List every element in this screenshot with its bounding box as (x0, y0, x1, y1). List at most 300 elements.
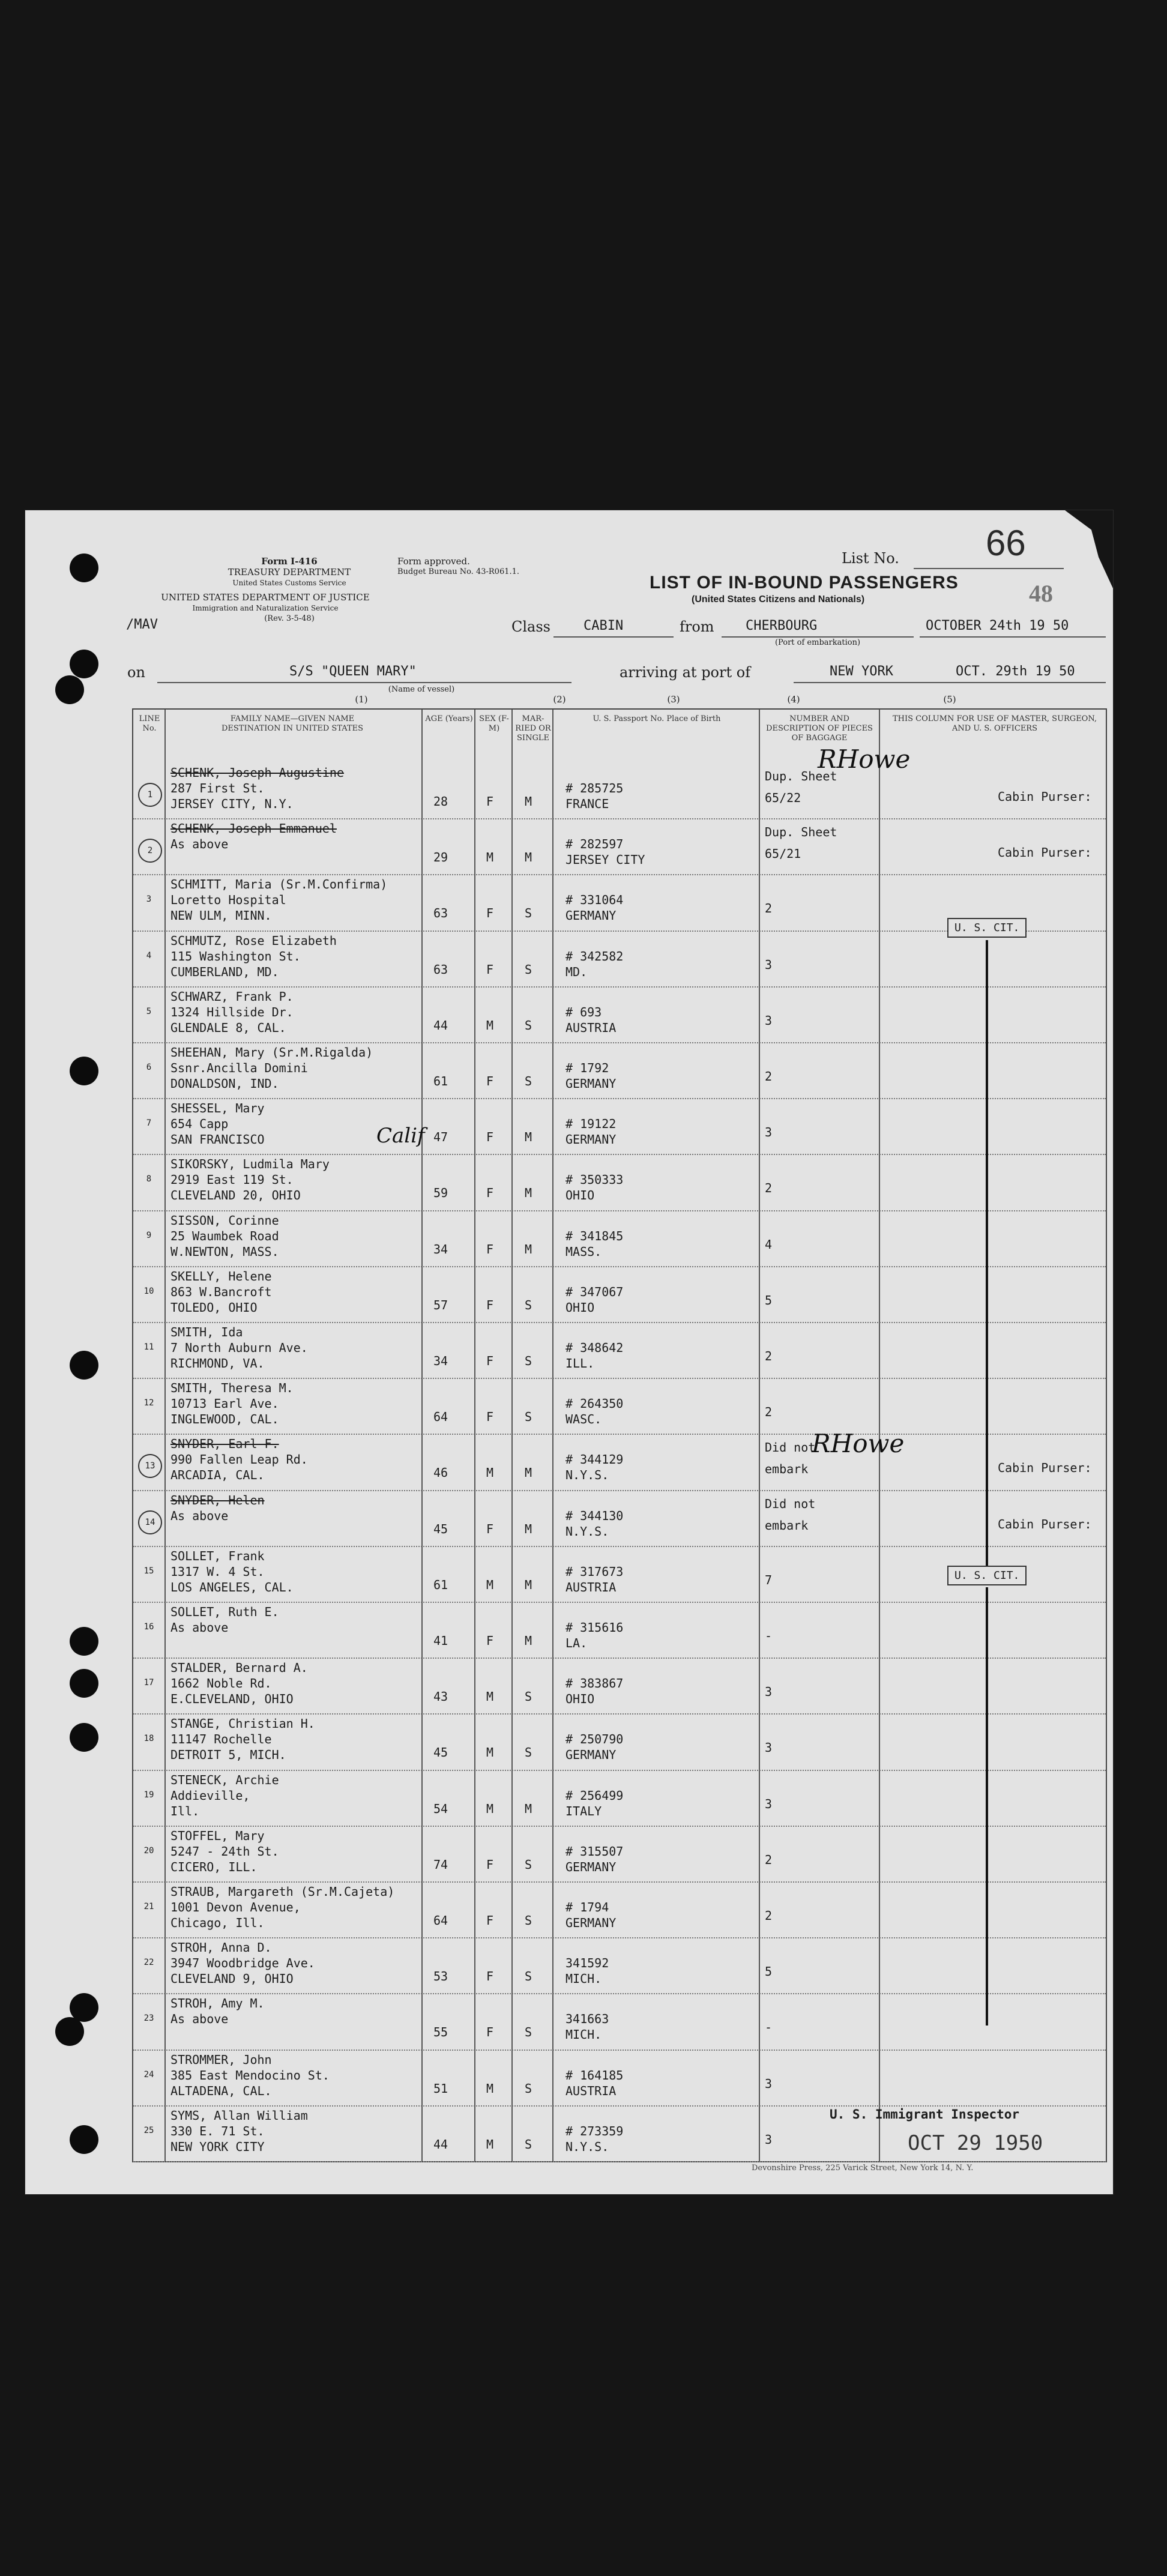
marital-cell: M (525, 1465, 532, 1480)
punch-hole (70, 1627, 98, 1656)
table-row (133, 818, 1106, 875)
line-number: 22 (143, 1958, 154, 1968)
line-number: 18 (143, 1734, 154, 1744)
vessel-name: S/S "QUEEN MARY" (289, 664, 417, 679)
table-row (133, 2050, 1106, 2107)
us-citizen-box: U. S. CIT. (947, 1566, 1027, 1585)
age-cell: 28 (433, 794, 448, 809)
punch-hole (70, 2125, 98, 2154)
table-row (133, 986, 1106, 1043)
line-number: 2 (138, 839, 162, 863)
list-no-label: List No. (842, 550, 899, 567)
birthplace-cell: MASS. (565, 1244, 602, 1259)
table-row (133, 1042, 1106, 1099)
stamp-number: 48 (1029, 580, 1053, 607)
destination-line1: Ssnr.Ancilla Domini (170, 1061, 308, 1075)
baggage-cell: 2 (765, 1349, 773, 1363)
line-number: 4 (146, 950, 152, 961)
passenger-name: SCHENK, Joseph Emmanuel (170, 821, 337, 836)
baggage-cell: 2 (765, 1908, 773, 1923)
manifest-sheet (25, 510, 1113, 2194)
destination-line2: NEW ULM, MINN. (170, 908, 272, 923)
birthplace-cell: N.Y.S. (565, 1468, 609, 1483)
passport-cell: # 1794 (565, 1900, 609, 1914)
passport-cell: # 342582 (565, 949, 624, 964)
punch-hole (70, 650, 98, 678)
destination-line2: RICHMOND, VA. (170, 1356, 265, 1371)
passenger-name: SIKORSKY, Ludmila Mary (170, 1157, 330, 1172)
marital-cell: S (525, 1410, 532, 1425)
sex-cell: F (486, 1297, 494, 1312)
destination-line1: 115 Washington St. (170, 949, 301, 964)
marital-cell: M (525, 1241, 532, 1256)
line-number: 6 (146, 1063, 152, 1072)
line-number: 8 (146, 1174, 152, 1184)
marital-cell: M (525, 1801, 532, 1816)
destination-line2: TOLEDO, OHIO (170, 1300, 258, 1315)
destination-line1: 25 Waumbek Road (170, 1228, 279, 1243)
remark-cell: Cabin Purser: (998, 1461, 1092, 1476)
passport-cell: # 19122 (565, 1117, 617, 1132)
baggage-cell: 2 (765, 1181, 773, 1196)
baggage-cell2: 65/21 (765, 846, 801, 861)
destination-line1: 7 North Auburn Ave. (170, 1341, 308, 1355)
col-number: (3) (667, 694, 680, 705)
destination-line2: DETROIT 5, MICH. (170, 1748, 286, 1763)
budget-bureau: Budget Bureau No. 43-R061.1. (397, 567, 520, 576)
table-row (133, 1658, 1106, 1715)
table-row (133, 1210, 1106, 1267)
birthplace-cell: GERMANY (565, 1748, 617, 1763)
marital-cell: M (525, 794, 532, 809)
passenger-name: SKELLY, Helene (170, 1268, 272, 1283)
birthplace-cell: FRANCE (565, 797, 609, 811)
dept-customs: United States Customs Service (232, 579, 346, 587)
baggage-cell: 3 (765, 1125, 773, 1140)
marital-cell: S (525, 962, 532, 977)
table-row (133, 1098, 1106, 1155)
passenger-name: SHEEHAN, Mary (Sr.M.Rigalda) (170, 1045, 373, 1060)
marital-cell: S (525, 1689, 532, 1704)
remark-cell: Cabin Purser: (998, 1516, 1092, 1531)
birthplace-cell: AUSTRIA (565, 1020, 617, 1035)
destination-line2: CICERO, ILL. (170, 1859, 258, 1874)
birthplace-cell: GERMANY (565, 1076, 617, 1091)
marital-cell: M (525, 1577, 532, 1592)
passenger-name: STENECK, Archie (170, 1772, 279, 1787)
table-row (133, 1826, 1106, 1883)
destination-line2: Chicago, Ill. (170, 1916, 265, 1930)
page-title: LIST OF IN-BOUND PASSENGERS (650, 573, 959, 593)
age-cell: 61 (433, 1074, 448, 1088)
passenger-name: STRAUB, Margareth (Sr.M.Cajeta) (170, 1884, 395, 1899)
sex-cell: F (486, 1241, 494, 1256)
destination-line1: As above (170, 1508, 229, 1523)
sex-cell: F (486, 1354, 494, 1368)
table-row (133, 1266, 1106, 1323)
punch-hole (70, 554, 98, 582)
baggage-cell: 3 (765, 2076, 773, 2091)
table-row (133, 1993, 1106, 2050)
sex-cell: M (486, 1465, 494, 1480)
punch-hole (70, 1057, 98, 1085)
destination-line2: LOS ANGELES, CAL. (170, 1579, 294, 1594)
sex-cell: F (486, 1186, 494, 1201)
table-row (133, 1602, 1106, 1659)
dept-justice: UNITED STATES DEPARTMENT OF JUSTICE (161, 592, 370, 603)
class-line (553, 636, 674, 638)
destination-line1: As above (170, 2012, 229, 2027)
age-cell: 46 (433, 1465, 448, 1480)
destination-line2: GLENDALE 8, CAL. (170, 1020, 286, 1035)
col-header-passport: U. S. Passport No. Place of Birth (593, 714, 721, 723)
passenger-name: SYMS, Allan William (170, 2108, 308, 2123)
passport-cell: # 331064 (565, 893, 624, 908)
passport-cell: # 264350 (565, 1396, 624, 1411)
birthplace-cell: AUSTRIA (565, 2083, 617, 2098)
col-header-line: LINE No. (139, 714, 160, 733)
passport-cell: # 350333 (565, 1172, 624, 1187)
destination-line1: 863 W.Bancroft (170, 1284, 272, 1299)
age-cell: 63 (433, 962, 448, 977)
line-number: 21 (143, 1902, 154, 1911)
col-number: (4) (787, 694, 800, 705)
passport-cell: # 282597 (565, 837, 624, 852)
destination-line1: 11147 Rochelle (170, 1732, 272, 1747)
age-cell: 34 (433, 1241, 448, 1256)
destination-line2: E.CLEVELAND, OHIO (170, 1692, 294, 1707)
baggage-cell: 3 (765, 1013, 773, 1028)
birthplace-cell: GERMANY (565, 1859, 617, 1874)
destination-line1: 1662 Noble Rd. (170, 1676, 272, 1691)
class-value: CABIN (584, 618, 624, 633)
baggage-cell: Did not (765, 1496, 816, 1511)
passport-cell: # 383867 (565, 1676, 624, 1691)
punch-hole (55, 2017, 84, 2046)
table-row (133, 1937, 1106, 1994)
passenger-name: SCHWARZ, Frank P. (170, 989, 294, 1004)
line-number: 1 (138, 783, 162, 807)
destination-line1: 1317 W. 4 St. (170, 1564, 265, 1579)
age-cell: 44 (433, 2137, 448, 2152)
sex-cell: F (486, 794, 494, 809)
birthplace-cell: N.Y.S. (565, 1524, 609, 1539)
marital-cell: S (525, 906, 532, 921)
table-row (133, 1154, 1106, 1211)
birthplace-cell: LA. (565, 1636, 588, 1650)
marital-cell: S (525, 2025, 532, 2040)
baggage-cell2: embark (765, 1518, 809, 1533)
class-label: Class (511, 618, 550, 635)
passenger-name: SCHENK, Joseph Augustine (170, 765, 344, 780)
destination-line2: SAN FRANCISCO (170, 1132, 265, 1147)
passport-cell: 341663 (565, 2012, 609, 2027)
us-citizen-box: U. S. CIT. (947, 918, 1027, 938)
vessel-caption: (Name of vessel) (388, 685, 455, 694)
baggage-cell: 5 (765, 1293, 773, 1308)
birthplace-cell: ITALY (565, 1803, 602, 1818)
baggage-cell2: 65/22 (765, 791, 801, 805)
sex-cell: F (486, 1913, 494, 1928)
passenger-name: STANGE, Christian H. (170, 1716, 315, 1731)
line-number: 11 (143, 1342, 154, 1352)
baggage-cell: 7 (765, 1572, 773, 1587)
line-number: 7 (146, 1118, 152, 1129)
passport-cell: # 315507 (565, 1844, 624, 1859)
line-number: 3 (146, 894, 152, 905)
clerk-initials: /MAV (126, 617, 158, 632)
passenger-name: SISSON, Corinne (170, 1213, 279, 1228)
age-cell: 41 (433, 1633, 448, 1648)
departure-date: OCTOBER 24th 19 50 (926, 618, 1069, 633)
sex-cell: M (486, 2137, 494, 2152)
passport-cell: # 250790 (565, 1732, 624, 1747)
destination-line2: CLEVELAND 20, OHIO (170, 1188, 301, 1203)
age-cell: 34 (433, 1354, 448, 1368)
bracket-line (986, 940, 988, 1576)
birthplace-cell: AUSTRIA (565, 1579, 617, 1594)
arrival-line (794, 682, 1106, 683)
col-header-married: MAR-RIED OR SINGLE (515, 714, 551, 743)
passport-cell: # 256499 (565, 1788, 624, 1803)
baggage-cell: 2 (765, 1405, 773, 1420)
sex-cell: M (486, 2081, 494, 2096)
purser-signature: RHowe (812, 1429, 905, 1458)
passport-cell: # 693 (565, 1004, 602, 1019)
line-number: 19 (143, 1790, 154, 1800)
sex-cell: F (486, 906, 494, 921)
remark-cell: Cabin Purser: (998, 789, 1092, 804)
baggage-cell: Dup. Sheet (765, 769, 837, 783)
age-cell: 54 (433, 1801, 448, 1816)
marital-cell: M (525, 1186, 532, 1201)
destination-line1: 2919 East 119 St. (170, 1172, 294, 1187)
birthplace-cell: MICH. (565, 2027, 602, 2042)
birthplace-cell: MD. (565, 964, 588, 979)
passenger-name: SNYDER, Helen (170, 1492, 265, 1507)
baggage-cell: 3 (765, 2132, 773, 2147)
destination-line1: As above (170, 837, 229, 852)
destination-line2: ALTADENA, CAL. (170, 2083, 272, 2098)
col-header-sex: SEX (F-M) (479, 714, 509, 733)
line-number: 16 (143, 1622, 154, 1632)
punch-hole (70, 1669, 98, 1698)
baggage-cell: Dup. Sheet (765, 825, 837, 840)
sex-cell: F (486, 1521, 494, 1536)
destination-line2: CLEVELAND 9, OHIO (170, 1971, 294, 1986)
baggage-cell: 2 (765, 1852, 773, 1867)
baggage-cell: 4 (765, 1237, 773, 1252)
line-number: 9 (146, 1230, 152, 1240)
marital-cell: S (525, 1074, 532, 1088)
passenger-name: SCHMITT, Maria (Sr.M.Confirma) (170, 877, 388, 892)
age-cell: 61 (433, 1577, 448, 1592)
birthplace-cell: OHIO (565, 1300, 595, 1315)
baggage-cell: - (765, 1629, 773, 1643)
destination-line2: Ill. (170, 1803, 200, 1818)
marital-cell: S (525, 2081, 532, 2096)
destination-line2: INGLEWOOD, CAL. (170, 1412, 279, 1427)
marital-cell: M (525, 1130, 532, 1145)
passenger-table (132, 708, 1107, 2162)
sex-cell: M (486, 1745, 494, 1760)
baggage-cell: 2 (765, 901, 773, 916)
destination-line1: 385 East Mendocino St. (170, 2068, 330, 2083)
inspector-date-stamp: OCT 29 1950 (908, 2131, 1043, 2155)
birthplace-cell: JERSEY CITY (565, 852, 645, 867)
col-number: (2) (553, 694, 566, 705)
passport-cell: # 348642 (565, 1341, 624, 1355)
age-cell: 59 (433, 1186, 448, 1201)
destination-line1: 287 First St. (170, 781, 265, 795)
passenger-name: STROH, Anna D. (170, 1940, 272, 1955)
col-header-name: FAMILY NAME—GIVEN NAME DESTINATION IN UNITED STATES (221, 714, 364, 733)
line-number: 20 (143, 1845, 154, 1856)
birthplace-cell: GERMANY (565, 1132, 617, 1147)
marital-cell: S (525, 2137, 532, 2152)
destination-line1: 1324 Hillside Dr. (170, 1004, 294, 1019)
birthplace-cell: OHIO (565, 1692, 595, 1707)
destination-line1: As above (170, 1620, 229, 1635)
destination-line1: 330 E. 71 St. (170, 2123, 265, 2138)
bracket-line (986, 1587, 988, 2026)
handwritten-note: Calif (376, 1124, 425, 1148)
birthplace-cell: OHIO (565, 1188, 595, 1203)
vessel-line (157, 682, 571, 683)
passport-cell: # 315616 (565, 1620, 624, 1635)
marital-cell: M (525, 1521, 532, 1536)
sex-cell: F (486, 1410, 494, 1425)
line-number: 15 (143, 1566, 154, 1576)
table-row (133, 1490, 1106, 1547)
age-cell: 47 (433, 1130, 448, 1145)
list-number: 66 (986, 523, 1026, 563)
purser-signature: RHowe (818, 744, 911, 774)
age-cell: 45 (433, 1745, 448, 1760)
passenger-name: STROH, Amy M. (170, 1996, 265, 2011)
sex-cell: F (486, 1074, 494, 1088)
marital-cell: S (525, 1857, 532, 1872)
sex-cell: F (486, 1857, 494, 1872)
punch-hole (70, 1351, 98, 1380)
punch-hole (70, 1723, 98, 1752)
line-number: 17 (143, 1678, 154, 1688)
line-number: 10 (143, 1286, 154, 1296)
passport-cell: # 347067 (565, 1284, 624, 1299)
baggage-cell: 3 (765, 1796, 773, 1811)
destination-line1: 5247 - 24th St. (170, 1844, 279, 1859)
passport-cell: # 164185 (565, 2068, 624, 2083)
list-no-line (914, 568, 1064, 569)
passport-cell: # 341845 (565, 1228, 624, 1243)
sex-cell: F (486, 962, 494, 977)
line-number: 14 (138, 1510, 162, 1534)
birthplace-cell: GERMANY (565, 908, 617, 923)
line-number: 23 (143, 2013, 154, 2024)
line-number: 13 (138, 1454, 162, 1478)
destination-line1: 654 Capp (170, 1117, 229, 1132)
destination-line2: NEW YORK CITY (170, 2139, 265, 2154)
passenger-name: SNYDER, Earl F. (170, 1437, 279, 1452)
passenger-name: STOFFEL, Mary (170, 1828, 265, 1843)
arrival-port: NEW YORK (830, 664, 893, 679)
passenger-name: STALDER, Bernard A. (170, 1661, 308, 1676)
age-cell: 64 (433, 1913, 448, 1928)
dept-treasury: TREASURY DEPARTMENT (228, 567, 351, 578)
age-cell: 53 (433, 1969, 448, 1984)
baggage-cell: 5 (765, 1964, 773, 1979)
passport-cell: # 317673 (565, 1564, 624, 1579)
sex-cell: M (486, 1689, 494, 1704)
passenger-name: SCHMUTZ, Rose Elizabeth (170, 933, 337, 948)
baggage-cell: 3 (765, 1740, 773, 1755)
table-row (133, 1322, 1106, 1379)
marital-cell: S (525, 1969, 532, 1984)
date-line (920, 636, 1106, 638)
col-header-baggage: NUMBER AND DESCRIPTION OF PIECES OF BAGGAGE (766, 714, 873, 743)
dept-immigration: Immigration and Naturalization Service (192, 604, 339, 612)
baggage-cell: 3 (765, 957, 773, 972)
sex-cell: M (486, 1577, 494, 1592)
baggage-cell: Did not (765, 1440, 816, 1455)
sex-cell: M (486, 1018, 494, 1033)
arrival-date: OCT. 29th 19 50 (956, 664, 1075, 679)
destination-line1: 990 Fallen Leap Rd. (170, 1452, 308, 1467)
destination-line2: ARCADIA, CAL. (170, 1468, 265, 1483)
baggage-cell: 3 (765, 1685, 773, 1700)
destination-line1: 1001 Devon Avenue, (170, 1900, 301, 1914)
table-row (133, 1770, 1106, 1827)
passenger-name: SOLLET, Ruth E. (170, 1605, 279, 1619)
table-row (133, 762, 1106, 819)
age-cell: 29 (433, 850, 448, 865)
passenger-name: SMITH, Ida (170, 1325, 243, 1339)
destination-line2: JERSEY CITY, N.Y. (170, 797, 294, 811)
passport-cell: # 285725 (565, 781, 624, 795)
line-number: 24 (143, 2069, 154, 2080)
inspector-label: U. S. Immigrant Inspector (830, 2107, 1020, 2122)
marital-cell: S (525, 1018, 532, 1033)
marital-cell: S (525, 1913, 532, 1928)
age-cell: 51 (433, 2081, 448, 2096)
punch-hole (55, 675, 84, 704)
birthplace-cell: WASC. (565, 1412, 602, 1427)
col-number: (1) (355, 694, 368, 705)
sex-cell: F (486, 2025, 494, 2040)
age-cell: 45 (433, 1521, 448, 1536)
passenger-name: SHESSEL, Mary (170, 1101, 265, 1116)
birthplace-cell: ILL. (565, 1356, 595, 1371)
destination-line1: 3947 Woodbridge Ave. (170, 1956, 315, 1971)
destination-line1: Addieville, (170, 1788, 250, 1803)
embark-caption: (Port of embarkation) (774, 638, 861, 647)
line-number: 5 (146, 1006, 152, 1016)
marital-cell: M (525, 850, 532, 865)
destination-line2: CUMBERLAND, MD. (170, 964, 279, 979)
passenger-name: STROMMER, John (170, 2052, 272, 2067)
col-header-officers: THIS COLUMN FOR USE OF MASTER, SURGEON, AND U. S. OFFICERS (892, 714, 1097, 733)
destination-line2: DONALDSON, IND. (170, 1076, 279, 1091)
line-number: 25 (143, 2125, 154, 2135)
on-label: on (127, 664, 145, 681)
sex-cell: M (486, 1801, 494, 1816)
destination-line1: Loretto Hospital (170, 893, 286, 908)
form-revision: (Rev. 3-5-48) (264, 614, 315, 623)
baggage-cell: - (765, 2020, 773, 2035)
age-cell: 63 (433, 906, 448, 921)
age-cell: 74 (433, 1857, 448, 1872)
passenger-name: SOLLET, Frank (170, 1548, 265, 1563)
